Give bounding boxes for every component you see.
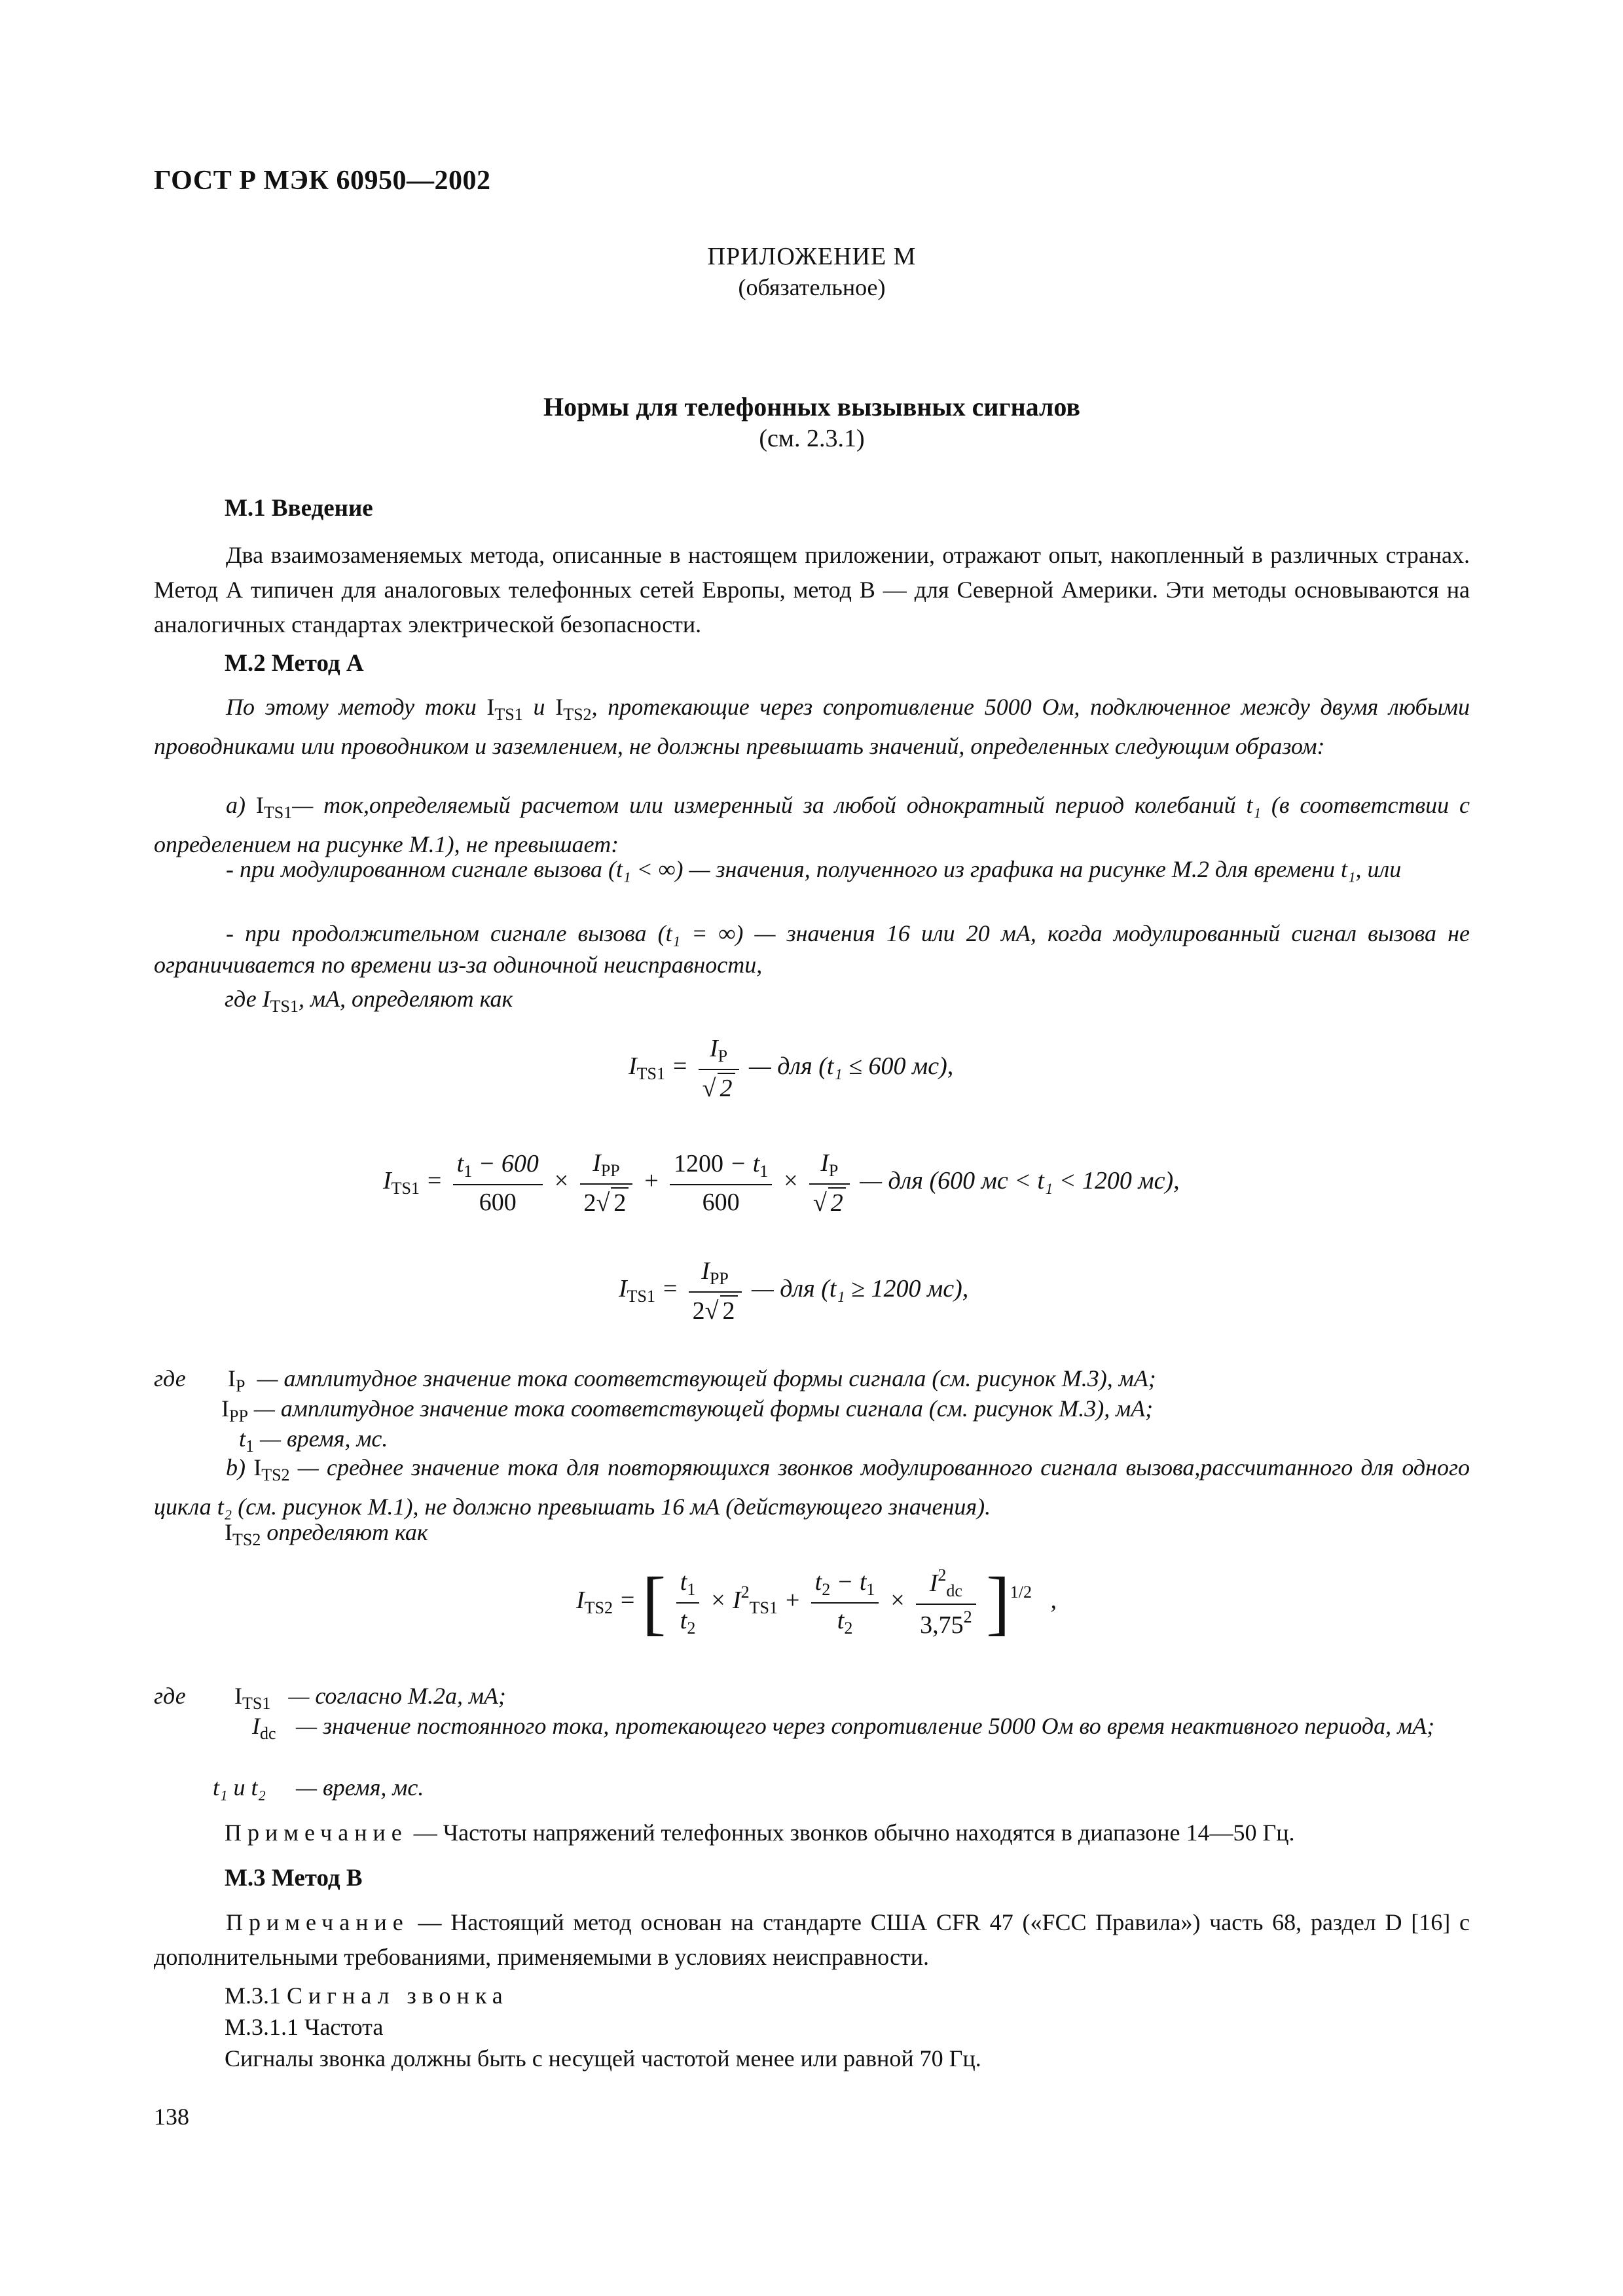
where-idc-symbol: $I_{dc}$ (252, 1713, 276, 1743)
formula-its1-short: $I_{TS1}$ = $\frac{I_P}{√ 2}$ — для (t₁ ≤ 600 мс), (629, 1035, 954, 1102)
where-ip: $I_P$ — амплитудное значение тока соответствующей формы сигнала (см. рисунок М.3), мА; (228, 1365, 1156, 1395)
where-t1: $t_1$ — время, мс. (239, 1426, 388, 1456)
m2-item-a: a) $I_{TS1}—$ ток,определяемый расчетом или измеренный за любой однократный период колебаний t₁ (в соответствии с определением на рисунке М.1), не превышает: (154, 792, 1470, 857)
section-title: Нормы для телефонных вызывных сигналов (543, 392, 1081, 422)
m2-dash-continuous: - при продолжительном сигнале вызова (t₁ = ∞) — значения 16 или 20 мА, когда модулированный сигнал вызова не ограничивается по времени из-за одиночной неисправности, (154, 920, 1470, 978)
m3-1-heading: М.3.1 Сигнал звонка (225, 1982, 509, 2009)
where-label-2: где (154, 1683, 186, 1709)
formula-its1-long: $I_{TS1}$ = $\frac{I_{PP}}{2√ 2}$ — для (t₁ ≥ 1200 мс), (619, 1257, 969, 1325)
formula-its2: $I_{TS2}$ = [ $\frac{t_1}{t_2}$ × $I^2_{TS1}$ + $\frac{t_2 - t_1}{t_2}$ × $\frac{I^2_{dc}}{3,75^2}$ ]$^{1/2}$ , (576, 1562, 1057, 1642)
where-label-1: где (154, 1365, 186, 1391)
where-t1-t2: — время, мс. (296, 1774, 424, 1801)
m2-its2-definition: $I_{TS2}$ определяют как (225, 1519, 428, 1549)
where-t1-t2-symbol: t₁ и t₂ (213, 1774, 266, 1801)
m1-paragraph: Два взаимозаменяемых метода, описанные в настоящем приложении, отражают опыт, накопленный в различных странах. Метод А типичен для аналоговых телефонных сетей Европы, метод В — для Северной Америки. Эти методы основываются на аналогичных стандартах электрической безопасности. (154, 542, 1470, 637)
page-number: 138 (154, 2104, 189, 2130)
where-ipp: $I_{PP}$ — амплитудное значение тока соответствующей формы сигнала (см. рисунок М.3), мА; (221, 1395, 1154, 1426)
section-title-reference: (см. 2.3.1) (759, 425, 865, 452)
heading-m3: М.3 Метод В (225, 1865, 363, 1892)
m2-dash-modulated: - при модулированном сигнале вызова (t₁ < ∞) — значения, полученного из графика на рисунке М.2 для времени t₁, или (226, 856, 1402, 882)
m2-its1-definition: где $I_{TS1}$, мА, определяют как (225, 986, 513, 1016)
m2-note: Примечание — Частоты напряжений телефонных звонков обычно находятся в диапазоне 14—50 Гц. (225, 1820, 1295, 1846)
document-code: ГОСТ Р МЭК 60950—2002 (154, 166, 491, 196)
m3-1-1-heading: М.3.1.1 Частота (225, 2014, 384, 2040)
heading-m1: М.1 Введение (225, 495, 373, 522)
m2-intro: По этому методу токи $I_{TS1}$ и $I_{TS2}$, протекающие через сопротивление 5000 Ом, подключенное между двумя любыми проводниками или проводником и заземлением, не должны превышать значений, определенных следующим образом: (154, 694, 1470, 759)
m3-note: Примечание — Настоящий метод основан на стандарте США CFR 47 («FCC Правила») часть 68, раздел D [16] с дополнительными требованиями, применяемыми в условиях неисправности. (154, 1909, 1470, 1970)
where-idc: — значение постоянного тока, протекающего через сопротивление 5000 Ом во время неактивного периода, мА; (296, 1713, 1435, 1739)
heading-m2: М.2 Метод А (225, 650, 364, 677)
appendix-label: ПРИЛОЖЕНИЕ М (707, 243, 917, 270)
m2-item-b: b) $I_{TS2}$ — среднее значение тока для повторяющихся звонков модулированного сигнала вызова,рассчитанного для одного цикла t₂ (см. рисунок М.1), не должно превышать 16 мА (действующего значения). (154, 1454, 1470, 1520)
formula-its1-mid: $I_{TS1}$ = $\frac{t_1 - 600}{600}$ × $\frac{I_{PP}}{2√ 2}$ + $\frac{1200 - t_1}{600}$ × $\frac{I_P}{√ 2}$ — для (600 мс < t₁ < 1200 мс), (383, 1149, 1180, 1217)
where-its1: $I_{TS1}$ — согласно М.2а, мА; (234, 1683, 506, 1713)
appendix-status: (обязательное) (738, 274, 886, 300)
m3-paragraph: Сигналы звонка должны быть с несущей частотой менее или равной 70 Гц. (225, 2045, 981, 2072)
